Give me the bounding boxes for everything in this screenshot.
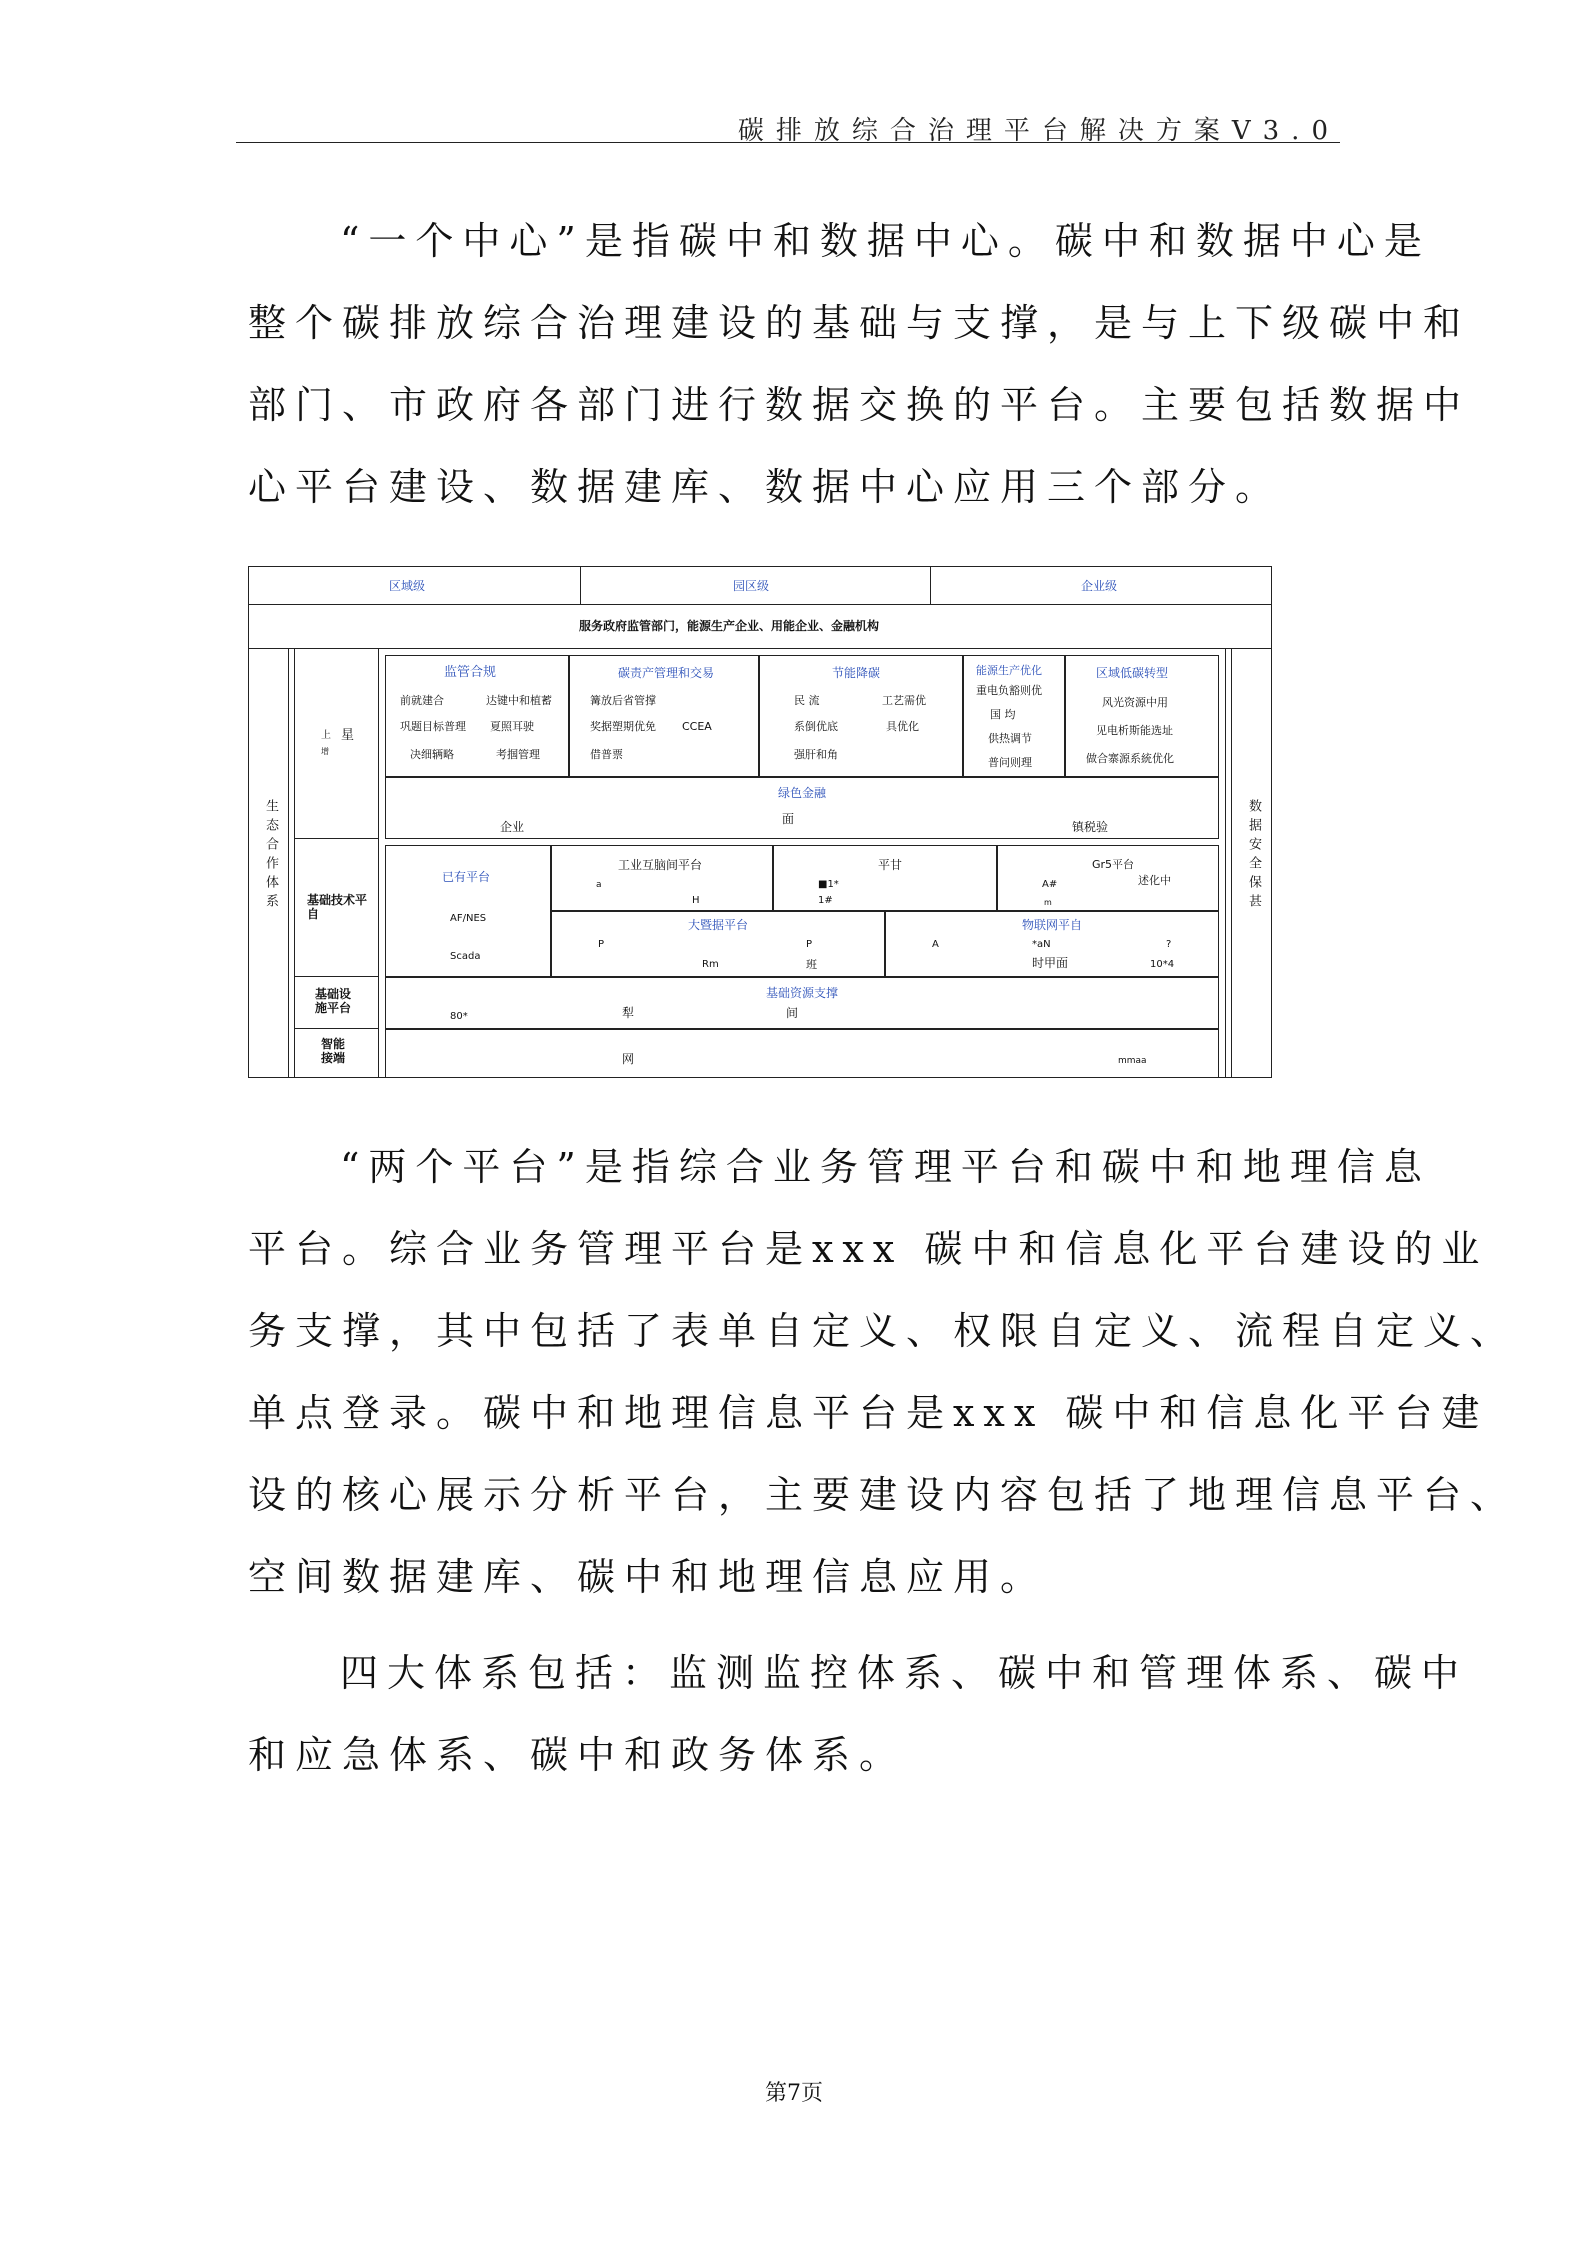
infra-title: 基础资源支撑	[766, 986, 839, 1000]
paragraph-one-center	[248, 200, 1471, 528]
module-item: 达键中和植蓄	[486, 694, 552, 707]
module-item: 借普票	[590, 748, 623, 761]
infra-item: 犁	[622, 1006, 635, 1020]
green-finance-item: 面	[782, 812, 795, 826]
module-carbon-assets	[569, 655, 759, 777]
module-item: 决细辆略	[410, 748, 454, 761]
module-item: 强肝和角	[794, 748, 838, 761]
infra-row-label	[295, 977, 379, 1029]
smart-item: 网	[622, 1052, 635, 1066]
green-finance-title: 绿色金融	[778, 786, 827, 800]
module-item: 做合寨源系統优化	[1086, 752, 1174, 765]
gis-platform-title: Gr5平台	[1092, 858, 1135, 871]
iot-platform-item: 时甲面	[1032, 956, 1069, 970]
module-regional-transition	[1065, 655, 1219, 777]
smart-terminal-row	[385, 1029, 1219, 1077]
infra-label: 基础设施平台	[315, 987, 352, 1015]
module-title: 能源生产优化	[976, 664, 1042, 677]
infra-item: 80*	[450, 1011, 468, 1022]
iot-platform-item: ?	[1166, 939, 1172, 950]
iot-platform-item: 10*4	[1150, 959, 1175, 970]
app-label-top: 上	[321, 730, 331, 741]
module-item: 供热调节	[988, 732, 1032, 745]
iot-platform	[885, 911, 1219, 977]
smart-item: mmaa	[1118, 1056, 1147, 1066]
tech-label: 基础技术平自	[307, 893, 368, 921]
app-label-sub: 增	[321, 747, 329, 756]
ecosystem-column	[249, 649, 289, 1077]
smart-row-label	[295, 1029, 379, 1077]
industrial-internet-platform	[551, 845, 773, 911]
paragraph-line: “两个平台”是指综合业务管理平台和碳中和地理信息	[340, 1145, 1431, 1189]
module-title: 碳责产管理和交易	[618, 666, 715, 680]
header-rule	[236, 142, 1340, 143]
platform-gan	[773, 845, 997, 911]
level-label: 区域级	[389, 579, 426, 593]
security-label: 数据安全保甚	[1246, 799, 1261, 913]
module-item: 工艺需优	[882, 694, 926, 707]
module-item: 具优化	[886, 720, 919, 733]
paragraph-line: “一个中心”是指碳中和数据中心。碳中和数据中心是	[340, 219, 1431, 263]
gis-platform	[997, 845, 1219, 911]
paragraph-line: 整个碳排放综合治理建设的基础与支撑，是与上下级碳中和	[248, 301, 1471, 345]
green-finance-row	[385, 777, 1219, 839]
level-label: 企业级	[1081, 579, 1118, 593]
app-label-main: 星	[341, 728, 355, 743]
module-energy-production	[963, 655, 1065, 777]
module-item: 系倒优底	[794, 720, 838, 733]
existing-platform-title: 已有平台	[442, 870, 491, 884]
app-row-label	[295, 649, 379, 839]
module-supervision	[385, 655, 569, 777]
paragraph-line: 和应急体系、碳中和政务体系。	[248, 1733, 907, 1777]
page-number: 第7页	[765, 2081, 823, 2106]
paragraph-line: 四大体系包括：监测监控体系、碳中和管理体系、碳中	[340, 1651, 1469, 1695]
level-cell-enterprise	[931, 567, 1271, 605]
module-title: 监管合规	[444, 665, 497, 680]
level-cell-region	[249, 567, 581, 605]
module-item: 风光资源中用	[1102, 696, 1168, 709]
module-item: 巩题目标普理	[400, 720, 466, 733]
module-energy-saving	[759, 655, 963, 777]
infra-row	[385, 977, 1219, 1029]
service-row-label: 服务政府监管部门，能源生产企业、用能企业、金融机构	[579, 619, 880, 633]
big-data-item: Rm	[702, 959, 719, 970]
industrial-internet-item: H	[692, 895, 700, 906]
infra-item: 间	[786, 1006, 799, 1020]
module-item: 重电负豁则优	[976, 684, 1042, 697]
industrial-internet-item: a	[596, 880, 602, 890]
module-item: 普问则理	[988, 756, 1032, 769]
module-item: 民 流	[794, 694, 820, 707]
existing-platform-item: Scada	[450, 951, 481, 962]
ecosystem-label: 生态合作体系	[263, 799, 278, 913]
module-item: 奖据塑期优免	[590, 720, 656, 733]
module-item: 夏照耳驶	[490, 720, 534, 733]
module-item: 考掴管理	[496, 748, 540, 761]
paragraph-line: 部门、市政府各部门进行数据交换的平台。主要包括数据中	[248, 383, 1471, 427]
iot-platform-item: A	[932, 939, 939, 950]
level-label: 园区级	[733, 579, 770, 593]
big-data-item: P	[598, 939, 605, 950]
module-title: 节能降碳	[832, 666, 881, 680]
industrial-internet-title: 工业互脑间平台	[618, 858, 703, 872]
architecture-diagram	[248, 566, 1272, 1078]
existing-platform	[385, 845, 551, 977]
paragraph-line: 设的核心展示分析平台，主要建设内容包括了地理信息平台、	[248, 1473, 1518, 1517]
module-item: CCEA	[682, 720, 712, 733]
gis-platform-item: A#	[1042, 879, 1058, 890]
paragraph-two-platforms	[248, 1126, 1518, 1618]
big-data-item: 班	[806, 958, 817, 971]
existing-platform-item: AF/NES	[450, 913, 487, 924]
document-header-title: 碳排放综合治理平台解决方案V3.0	[737, 116, 1340, 146]
big-data-item: P	[806, 939, 813, 950]
paragraph-four-systems	[248, 1632, 1469, 1796]
tech-row-label	[295, 839, 379, 977]
big-data-platform	[551, 911, 885, 977]
gis-platform-item: m	[1044, 898, 1052, 907]
iot-platform-item: *aN	[1032, 939, 1051, 950]
module-item: 见电析斯能选址	[1096, 724, 1173, 737]
module-item: 前就建合	[400, 694, 444, 707]
gis-platform-item: 述化中	[1138, 874, 1171, 887]
paragraph-line: 务支撑，其中包括了表单自定义、权限自定义、流程自定义、	[248, 1309, 1518, 1353]
security-column	[1231, 649, 1271, 1077]
module-item: 篝放后省管撑	[590, 694, 656, 707]
green-finance-item: 企业	[500, 820, 525, 834]
platform-gan-item: 1#	[818, 895, 833, 906]
green-finance-item: 镇税验	[1072, 820, 1109, 834]
paragraph-line: 单点登录。碳中和地理信息平台是xxx 碳中和信息化平台建	[248, 1391, 1489, 1435]
iot-platform-title: 物联网平自	[1022, 918, 1083, 932]
smart-label: 智能接端	[321, 1037, 346, 1065]
big-data-title: 大暨据平台	[688, 918, 749, 932]
platform-gan-title: 平甘	[878, 858, 903, 872]
module-title: 区域低碳转型	[1096, 666, 1169, 680]
paragraph-line: 平台。综合业务管理平台是xxx 碳中和信息化平台建设的业	[248, 1227, 1489, 1271]
module-item: 国 均	[990, 708, 1016, 721]
paragraph-line: 空间数据建库、碳中和地理信息应用。	[248, 1555, 1048, 1599]
paragraph-line: 心平台建设、数据建库、数据中心应用三个部分。	[248, 465, 1283, 509]
level-cell-park	[581, 567, 931, 605]
platform-gan-item: ■1*	[818, 879, 839, 890]
service-row	[249, 605, 1271, 649]
